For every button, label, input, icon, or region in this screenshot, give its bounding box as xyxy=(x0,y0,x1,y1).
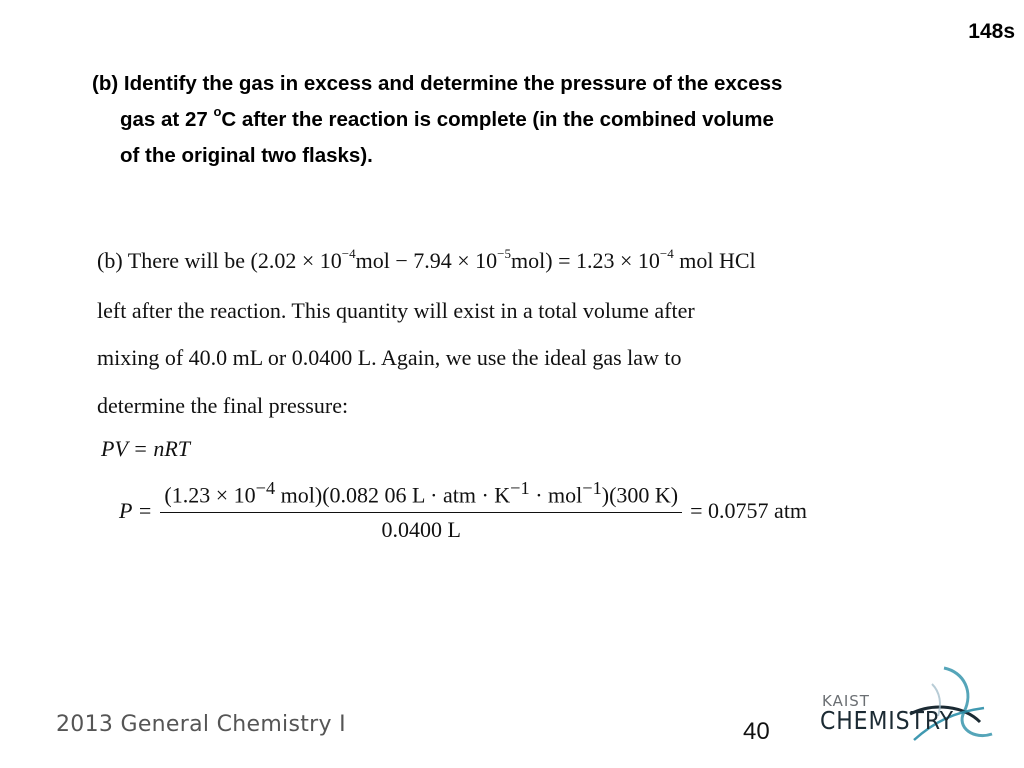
solution-line-4: determine the final pressure: xyxy=(97,393,349,418)
degree-superscript: o xyxy=(213,104,222,120)
pressure-equation xyxy=(119,478,807,543)
page-code: 148s xyxy=(968,20,1015,43)
exponent: −4 xyxy=(341,245,356,261)
solution-line-1 xyxy=(97,245,756,274)
pressure-result: = 0.0757 atm xyxy=(690,497,808,523)
fraction-denominator: 0.0400 L xyxy=(381,517,461,543)
solution-line-1-part-a: (b) There will be (2.02 × 10 xyxy=(97,248,342,273)
fraction-numerator xyxy=(160,478,682,513)
solution-line-3: mixing of 40.0 mL or 0.0400 L. Again, we use the ideal gas law to xyxy=(97,345,682,370)
question-line-2-pre: gas at 27 xyxy=(120,108,214,131)
solution-line-1-part-c: mol) = 1.23 × 10 xyxy=(511,248,660,273)
question-line-1: (b) Identify the gas in excess and determine the pressure of the excess xyxy=(92,72,783,95)
course-title: 2013 General Chemistry I xyxy=(56,712,346,737)
solution-line-1-part-b: mol − 7.94 × 10 xyxy=(355,248,498,273)
ideal-gas-equation: PV = nRT xyxy=(101,436,190,461)
numerator-part-b: mol)(0.082 06 L · atm · K xyxy=(275,482,511,508)
page-number: 40 xyxy=(743,718,770,745)
exponent: −4 xyxy=(659,245,674,261)
exponent: −4 xyxy=(255,478,276,498)
logo-kaist-text: KAIST xyxy=(822,692,870,710)
question-line-2-post: C after the reaction is complete (in the combined volume xyxy=(221,108,774,131)
question-text xyxy=(92,66,972,174)
exponent: −1 xyxy=(582,478,602,498)
exponent: −1 xyxy=(510,478,530,498)
logo-chemistry-text: CHEMISTRY xyxy=(820,706,954,735)
kaist-chemistry-logo xyxy=(814,662,994,752)
numerator-part-a: (1.23 × 10 xyxy=(164,482,256,508)
pressure-lhs: P = xyxy=(119,497,153,523)
exponent: −5 xyxy=(497,245,512,261)
solution-line-2: left after the reaction. This quantity will exist in a total volume after xyxy=(97,298,695,323)
numerator-part-d: )(300 K) xyxy=(601,482,679,508)
question-line-3: of the original two flasks). xyxy=(120,144,373,167)
numerator-part-c: · mol xyxy=(529,482,583,508)
question-line-2 xyxy=(92,102,972,138)
fraction xyxy=(160,478,682,543)
solution-line-1-part-d: mol HCl xyxy=(673,248,756,273)
